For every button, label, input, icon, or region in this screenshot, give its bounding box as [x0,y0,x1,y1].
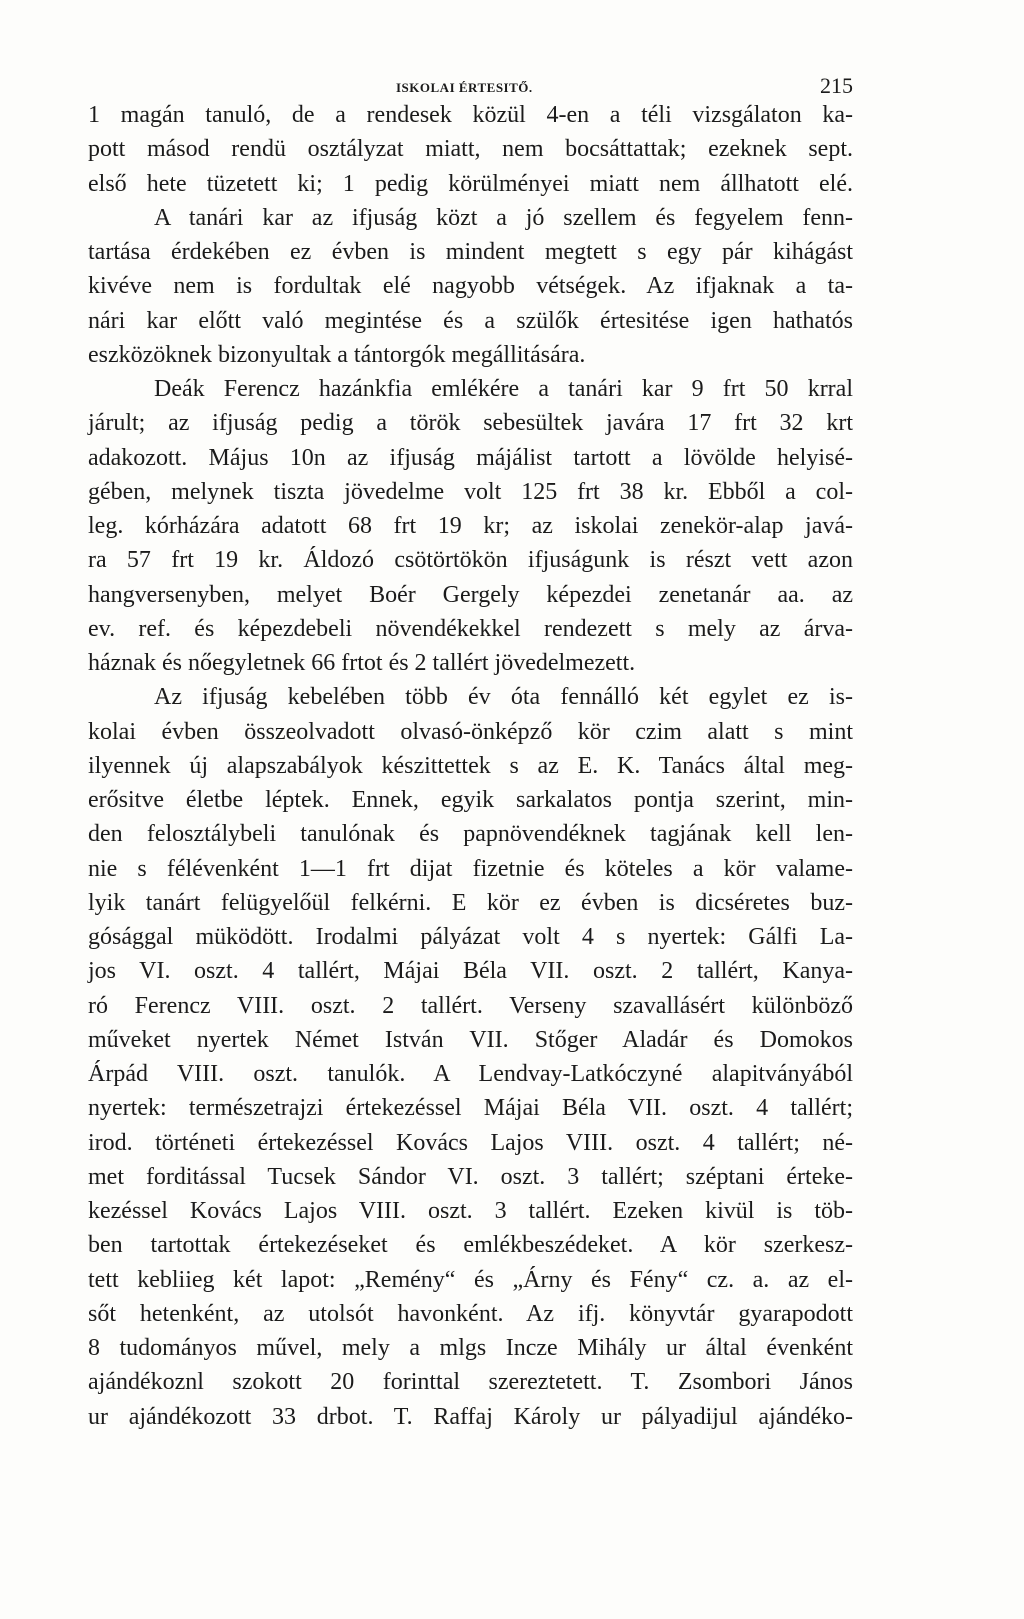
text-line: sőt hetenként, az utolsót havonként. Az ifj. könyvtár gyarapodott [88,1300,853,1327]
text-line: met forditással Tucsek Sándor VI. oszt. 3 tallért; széptani érteke- [88,1163,853,1190]
text-line: ró Ferencz VIII. oszt. 2 tallért. Verseny szavallásért különböző [88,992,853,1019]
text-line: első hete tüzetett ki; 1 pedig körülményei miatt nem állhatott elé. [88,170,853,197]
text-line: Az ifjuság kebelében több év óta fennálló két egylet ez is- [154,684,853,711]
text-line: gósággal müködött. Irodalmi pályázat volt 4 s nyertek: Gálfi La- [88,924,853,950]
text-line: 1 magán tanuló, de a rendesek közül 4-en a téli vizsgálaton ka- [88,102,853,128]
text-line: ilyennek új alapszabályok készittettek s az E. K. Tanács által meg- [88,752,853,779]
text-line: pott másod rendü osztályzat miatt, nem bocsáttattak; ezeknek sept. [88,136,853,163]
text-line: Deák Ferencz hazánkfia emlékére a tanári kar 9 frt 50 krral [154,376,853,402]
text-line: járult; az ifjuság pedig a török sebesültek javára 17 frt 32 krt [88,410,853,437]
page-header [88,62,853,98]
text-line: nie s félévenként 1—1 frt dijat fizetnie és köteles a kör valame- [88,855,853,882]
text-line: ur ajándékozott 33 drbot. T. Raffaj Károly ur pályadijul ajándéko- [88,1403,853,1430]
text-line: ajándékoznl szokott 20 forinttal szereztetett. T. Zsombori János [88,1369,853,1396]
text-line: irod. történeti értekezéssel Kovács Lajos VIII. oszt. 4 tallért; né- [88,1129,853,1156]
text-line: adakozott. Május 10n az ifjuság májálist tartott a lövölde helyisé- [88,444,853,471]
text-line: gében, melynek tiszta jövedelme volt 125 frt 38 kr. Ebből a col- [88,478,853,505]
page-number: 215 [820,73,853,98]
text-line: leg. kórházára adatott 68 frt 19 kr; az iskolai zenekör-alap javá- [88,513,853,539]
text-line: lyik tanárt felügyelőül felkérni. E kör ez évben is dicséretes buz- [88,889,853,916]
text-line: ben tartottak értekezéseket és emlékbeszédeket. A kör szerkesz- [88,1232,853,1259]
text-line: den felosztálybeli tanulónak és papnövendéknek tagjának kell len- [88,821,853,848]
text-line: tett kebliieg két lapot: „Remény“ és „Árny és Fény“ cz. a. az el- [88,1266,853,1293]
text-line: műveket nyertek Német István VII. Stőger Aladár és Domokos [88,1026,853,1053]
text-line: jos VI. oszt. 4 tallért, Májai Béla VII. oszt. 2 tallért, Kanya- [88,958,853,985]
text-line: kivéve nem is fordultak elé nagyobb vétségek. Az ifjaknak a ta- [88,273,853,300]
text-line: A tanári kar az ifjuság közt a jó szellem és fegyelem fenn- [154,204,853,231]
text-line: Árpád VIII. oszt. tanulók. A Lendvay-Latkóczyné alapitványából [88,1061,853,1087]
text-line: nyertek: természetrajzi értekezéssel Májai Béla VII. oszt. 4 tallért; [88,1095,853,1122]
body-text [88,98,853,1434]
text-line: háznak és nőegyletnek 66 frtot és 2 tallért jövedelmezett. [88,650,636,676]
text-line: erősitve életbe léptek. Ennek, egyik sarkalatos pontja szerint, min- [88,787,853,813]
text-line: tartása érdekében ez évben is mindent megtett s egy pár kihágást [88,239,853,265]
document-page [88,62,853,1434]
text-line: ev. ref. és képezdebeli növendékekkel rendezett s mely az árva- [88,615,853,642]
text-line: nári kar előtt való megintése és a szülők értesitése igen hathatós [88,307,853,334]
running-head: ISKOLAI ÉRTESITŐ. [396,80,533,95]
text-line: 8 tudományos művel, mely a mlgs Incze Mihály ur által évenként [88,1335,853,1361]
text-line: ra 57 frt 19 kr. Áldozó csötörtökön ifjuságunk is részt vett azon [88,547,853,574]
text-line: hangversenyben, melyet Boér Gergely képezdei zenetanár aa. az [88,581,853,608]
text-line: eszközöknek bizonyultak a tántorgók megállitására. [88,341,586,368]
text-line: kolai évben összeolvadott olvasó-önképző kör czim alatt s mint [88,718,853,745]
text-line: kezéssel Kovács Lajos VIII. oszt. 3 tallért. Ezeken kivül is töb- [88,1198,853,1224]
